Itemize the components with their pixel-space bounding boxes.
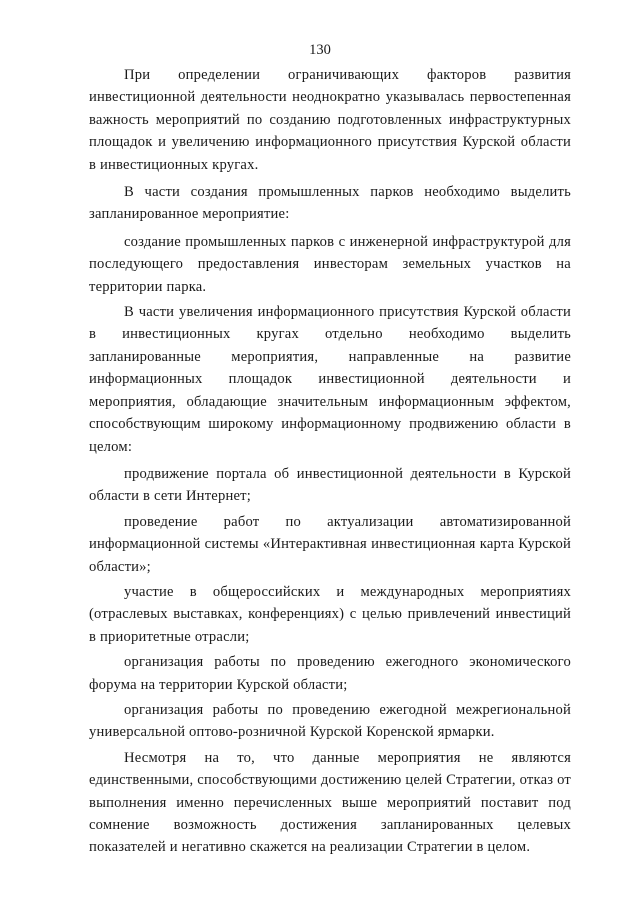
page-number: 130 bbox=[309, 42, 331, 58]
list-item-korennaya-fair: организация работы по проведению ежегодной межрегиональной универсальной оптово-розничной Курской Коренской ярмарки. bbox=[89, 701, 571, 741]
body-text bbox=[89, 64, 571, 864]
list-item-investment-map: проведение работ по актуализации автоматизированной информационной системы «Интерактивная инвестиционная карта Курской области»; bbox=[89, 513, 571, 575]
paragraph-intro: При определении ограничивающих факторов развития инвестиционной деятельности неоднократно указывалась первостепенная важность мероприятий по созданию подготовленных инфраструктурных площадок и увеличению информационного присутствия Курской области в инвестиционных кругах. bbox=[89, 67, 571, 173]
list-item-exhibitions: участие в общероссийских и международных мероприятиях (отраслевых выставках, конференциях) с целью привлечений инвестиций в приоритетные отрасли; bbox=[89, 583, 571, 645]
paragraph-conclusion: Несмотря на то, что данные мероприятия не являются единственными, способствующими достижению целей Стратегии, отказ от выполнения именно перечисленных выше мероприятий поставит под сомнение возможность достижения запланированных целевых показателей и негативно скажется на реализации Стратегии в целом. bbox=[89, 749, 571, 856]
list-item-portal: продвижение портала об инвестиционной деятельности в Курской области в сети Интернет; bbox=[89, 465, 571, 505]
paragraph-information-presence: В части увеличения информационного присутствия Курской области в инвестиционных кругах отдельно необходимо выделить запланированные мероприятия, направленные на развитие информационных площадок инвестиционной деятельности и мероприятия, обладающие значительным информационным эффектом, способствующим широкому информационному продвижению области в целом: bbox=[89, 304, 571, 455]
list-item-industrial-parks: создание промышленных парков с инженерной инфраструктурой для последующего предоставления инвесторам земельных участков на территории парка. bbox=[89, 233, 571, 295]
paragraph-industrial-parks: В части создания промышленных парков необходимо выделить запланированное мероприятие: bbox=[89, 184, 571, 223]
list-item-economic-forum: организация работы по проведению ежегодного экономического форума на территории Курской области; bbox=[89, 654, 571, 693]
